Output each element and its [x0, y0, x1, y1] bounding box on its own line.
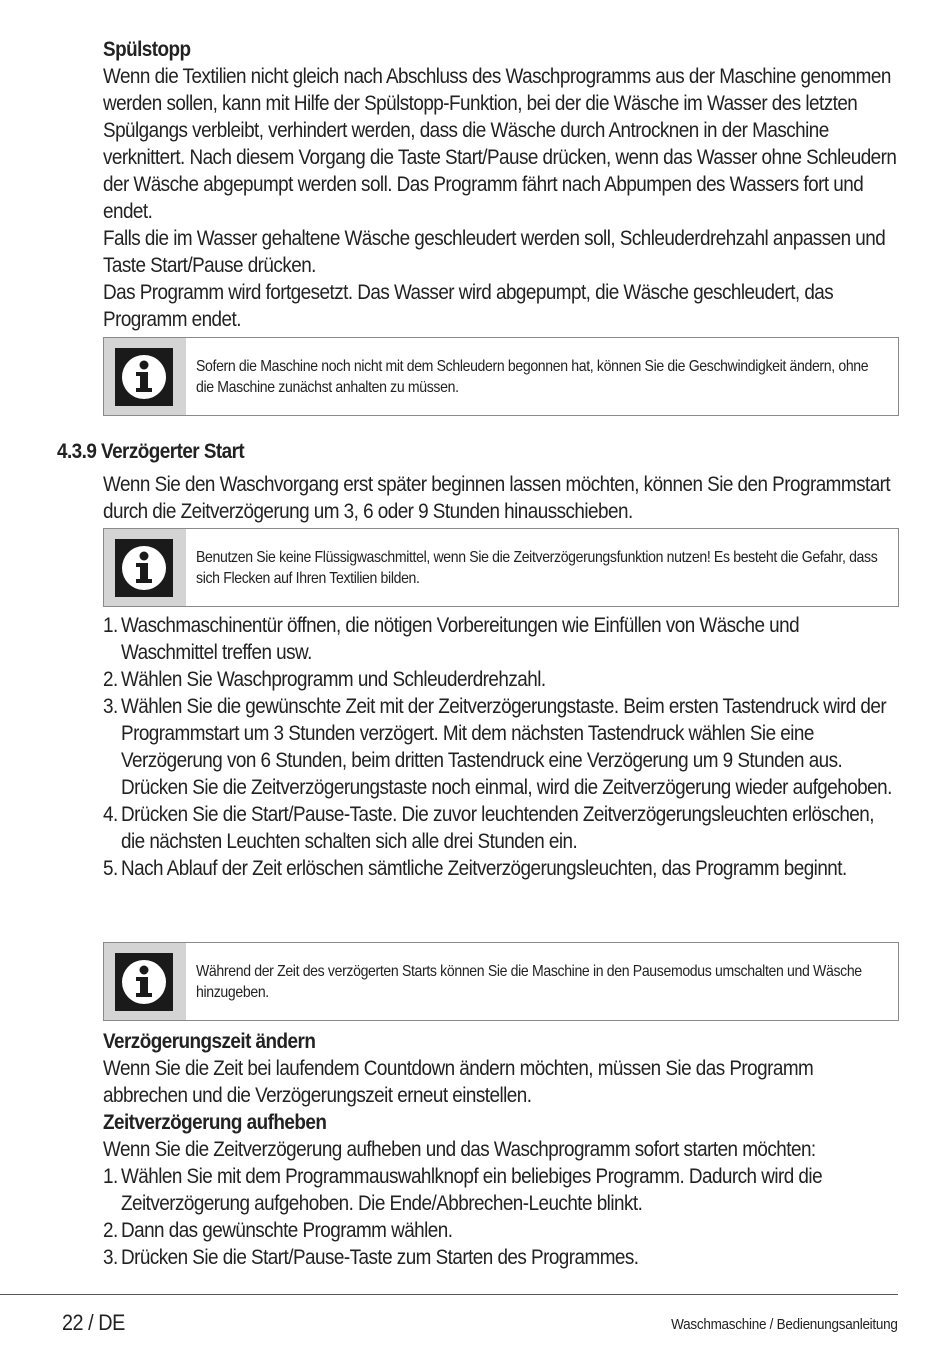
change-delay-section [103, 1028, 900, 1271]
list-item [103, 1244, 900, 1271]
step-text: Wählen Sie mit dem Programmauswahlknopf ein beliebiges Programm. Dadurch wird die Zeitverzögerung aufgehoben. Die Ende/Abbrechen-Leuchte blinkt. [121, 1165, 823, 1215]
warning-note-box [103, 528, 899, 607]
cancel-delay-heading: Zeitverzögerung aufheben [103, 1111, 327, 1134]
step-text: Nach Ablauf der Zeit erlöschen sämtliche Zeitverzögerungsleuchten, das Programm beginnt. [121, 857, 847, 880]
cancel-delay-intro: Wenn Sie die Zeitverzögerung aufheben und das Waschprogramm sofort starten möchten: [103, 1138, 816, 1161]
list-item [103, 1217, 900, 1244]
warning-note-text: Benutzen Sie keine Flüssigwaschmittel, wenn Sie die Zeitverzögerungsfunktion nutzen! Es besteht die Gefahr, dass sich Flecken auf Ihren Textilien bilden. [196, 549, 878, 587]
page-number: 22 / DE [62, 1310, 125, 1335]
document-title: Waschmaschine / Bedienungsanleitung [671, 1316, 898, 1333]
footer-divider [0, 1294, 898, 1295]
spuelstopp-section [103, 36, 900, 333]
change-delay-text: Wenn Sie die Zeit bei laufendem Countdown ändern möchten, müssen Sie das Programm abbrechen und die Verzögerungszeit erneut einstellen. [103, 1057, 814, 1107]
spuelstopp-heading: Spülstopp [103, 38, 191, 61]
spuelstopp-paragraph-2: Falls die im Wasser gehaltene Wäsche geschleudert werden soll, Schleuderdrehzahl anpassen und Taste Start/Pause drücken. [103, 227, 886, 277]
step-number: 3. [103, 695, 118, 718]
list-item [103, 666, 900, 693]
section-intro: Wenn Sie den Waschvorgang erst später beginnen lassen möchten, können Sie den Programmstart durch die Zeitverzögerung um 3, 6 oder 9 Stunden hinausschieben. [103, 473, 891, 523]
info-note-text: Sofern die Maschine noch nicht mit dem Schleudern begonnen hat, können Sie die Geschwindigkeit ändern, ohne die Maschine zunächst anhalten zu müssen. [196, 358, 869, 396]
section-heading: 4.3.9 Verzögerter Start [57, 440, 245, 463]
change-delay-heading: Verzögerungszeit ändern [103, 1030, 316, 1053]
list-item [103, 1163, 900, 1217]
info-icon-panel [104, 338, 186, 415]
step-number: 2. [103, 668, 118, 691]
delay-steps-list [103, 612, 900, 882]
step-text: Wählen Sie die gewünschte Zeit mit der Zeitverzögerungstaste. Beim ersten Tastendruck wird der Programmstart um 3 Stunden verzögert. Mit dem nächsten Tastendruck wählen Sie eine Verzögerung von 6 Stunden, beim dritten Tastendruck eine Verzögerung um 9 Stunden aus. Drücken Sie die Zeitverzögerungstaste noch einmal, wird die Zeitverzögerung wieder aufgehoben. [121, 695, 892, 799]
spuelstopp-paragraph-3: Das Programm wird fortgesetzt. Das Wasser wird abgepumpt, die Wäsche geschleudert, das Programm endet. [103, 281, 834, 331]
info-icon [115, 348, 173, 406]
step-number: 5. [103, 857, 118, 880]
spuelstopp-paragraph-1: Wenn die Textilien nicht gleich nach Abschluss des Waschprogramms aus der Maschine genommen werden sollen, kann mit Hilfe der Spülstopp-Funktion, bei der die Wäsche im Wasser des letzten Spülgangs verbleibt, verhindert werden, dass die Wäsche durch Antrocknen in der Maschine verknittert. Nach diesem Vorgang die Taste Start/Pause drücken, wenn das Wasser ohne Schleudern der Wäsche abgepumpt werden soll. Das Programm fährt nach Abpumpen des Wassers fort und endet. [103, 65, 897, 223]
info-icon-panel [104, 943, 186, 1020]
cancel-delay-steps-list [103, 1163, 900, 1271]
info-note-box [103, 337, 899, 416]
step-number: 3. [103, 1246, 118, 1269]
step-text: Waschmaschinentür öffnen, die nötigen Vorbereitungen wie Einfüllen von Wäsche und Waschmittel treffen usw. [121, 614, 800, 664]
step-text: Dann das gewünschte Programm wählen. [121, 1219, 453, 1242]
info-icon [115, 953, 173, 1011]
list-item [103, 612, 900, 666]
step-text: Drücken Sie die Start/Pause-Taste. Die zuvor leuchtenden Zeitverzögerungsleuchten erlöschen, die nächsten Leuchten schalten sich alle drei Stunden ein. [121, 803, 874, 853]
list-item [103, 801, 900, 855]
step-number: 1. [103, 614, 118, 637]
info-icon-panel [104, 529, 186, 606]
step-number: 4. [103, 803, 118, 826]
info-icon [115, 539, 173, 597]
info-note-box [103, 942, 899, 1021]
step-text: Drücken Sie die Start/Pause-Taste zum Starten des Programmes. [121, 1246, 639, 1269]
step-text: Wählen Sie Waschprogramm und Schleuderdrehzahl. [121, 668, 546, 691]
list-item [103, 855, 900, 882]
step-number: 1. [103, 1165, 118, 1188]
step-number: 2. [103, 1219, 118, 1242]
list-item [103, 693, 900, 801]
info-note-text: Während der Zeit des verzögerten Starts können Sie die Maschine in den Pausemodus umschalten und Wäsche hinzugeben. [196, 963, 862, 1001]
